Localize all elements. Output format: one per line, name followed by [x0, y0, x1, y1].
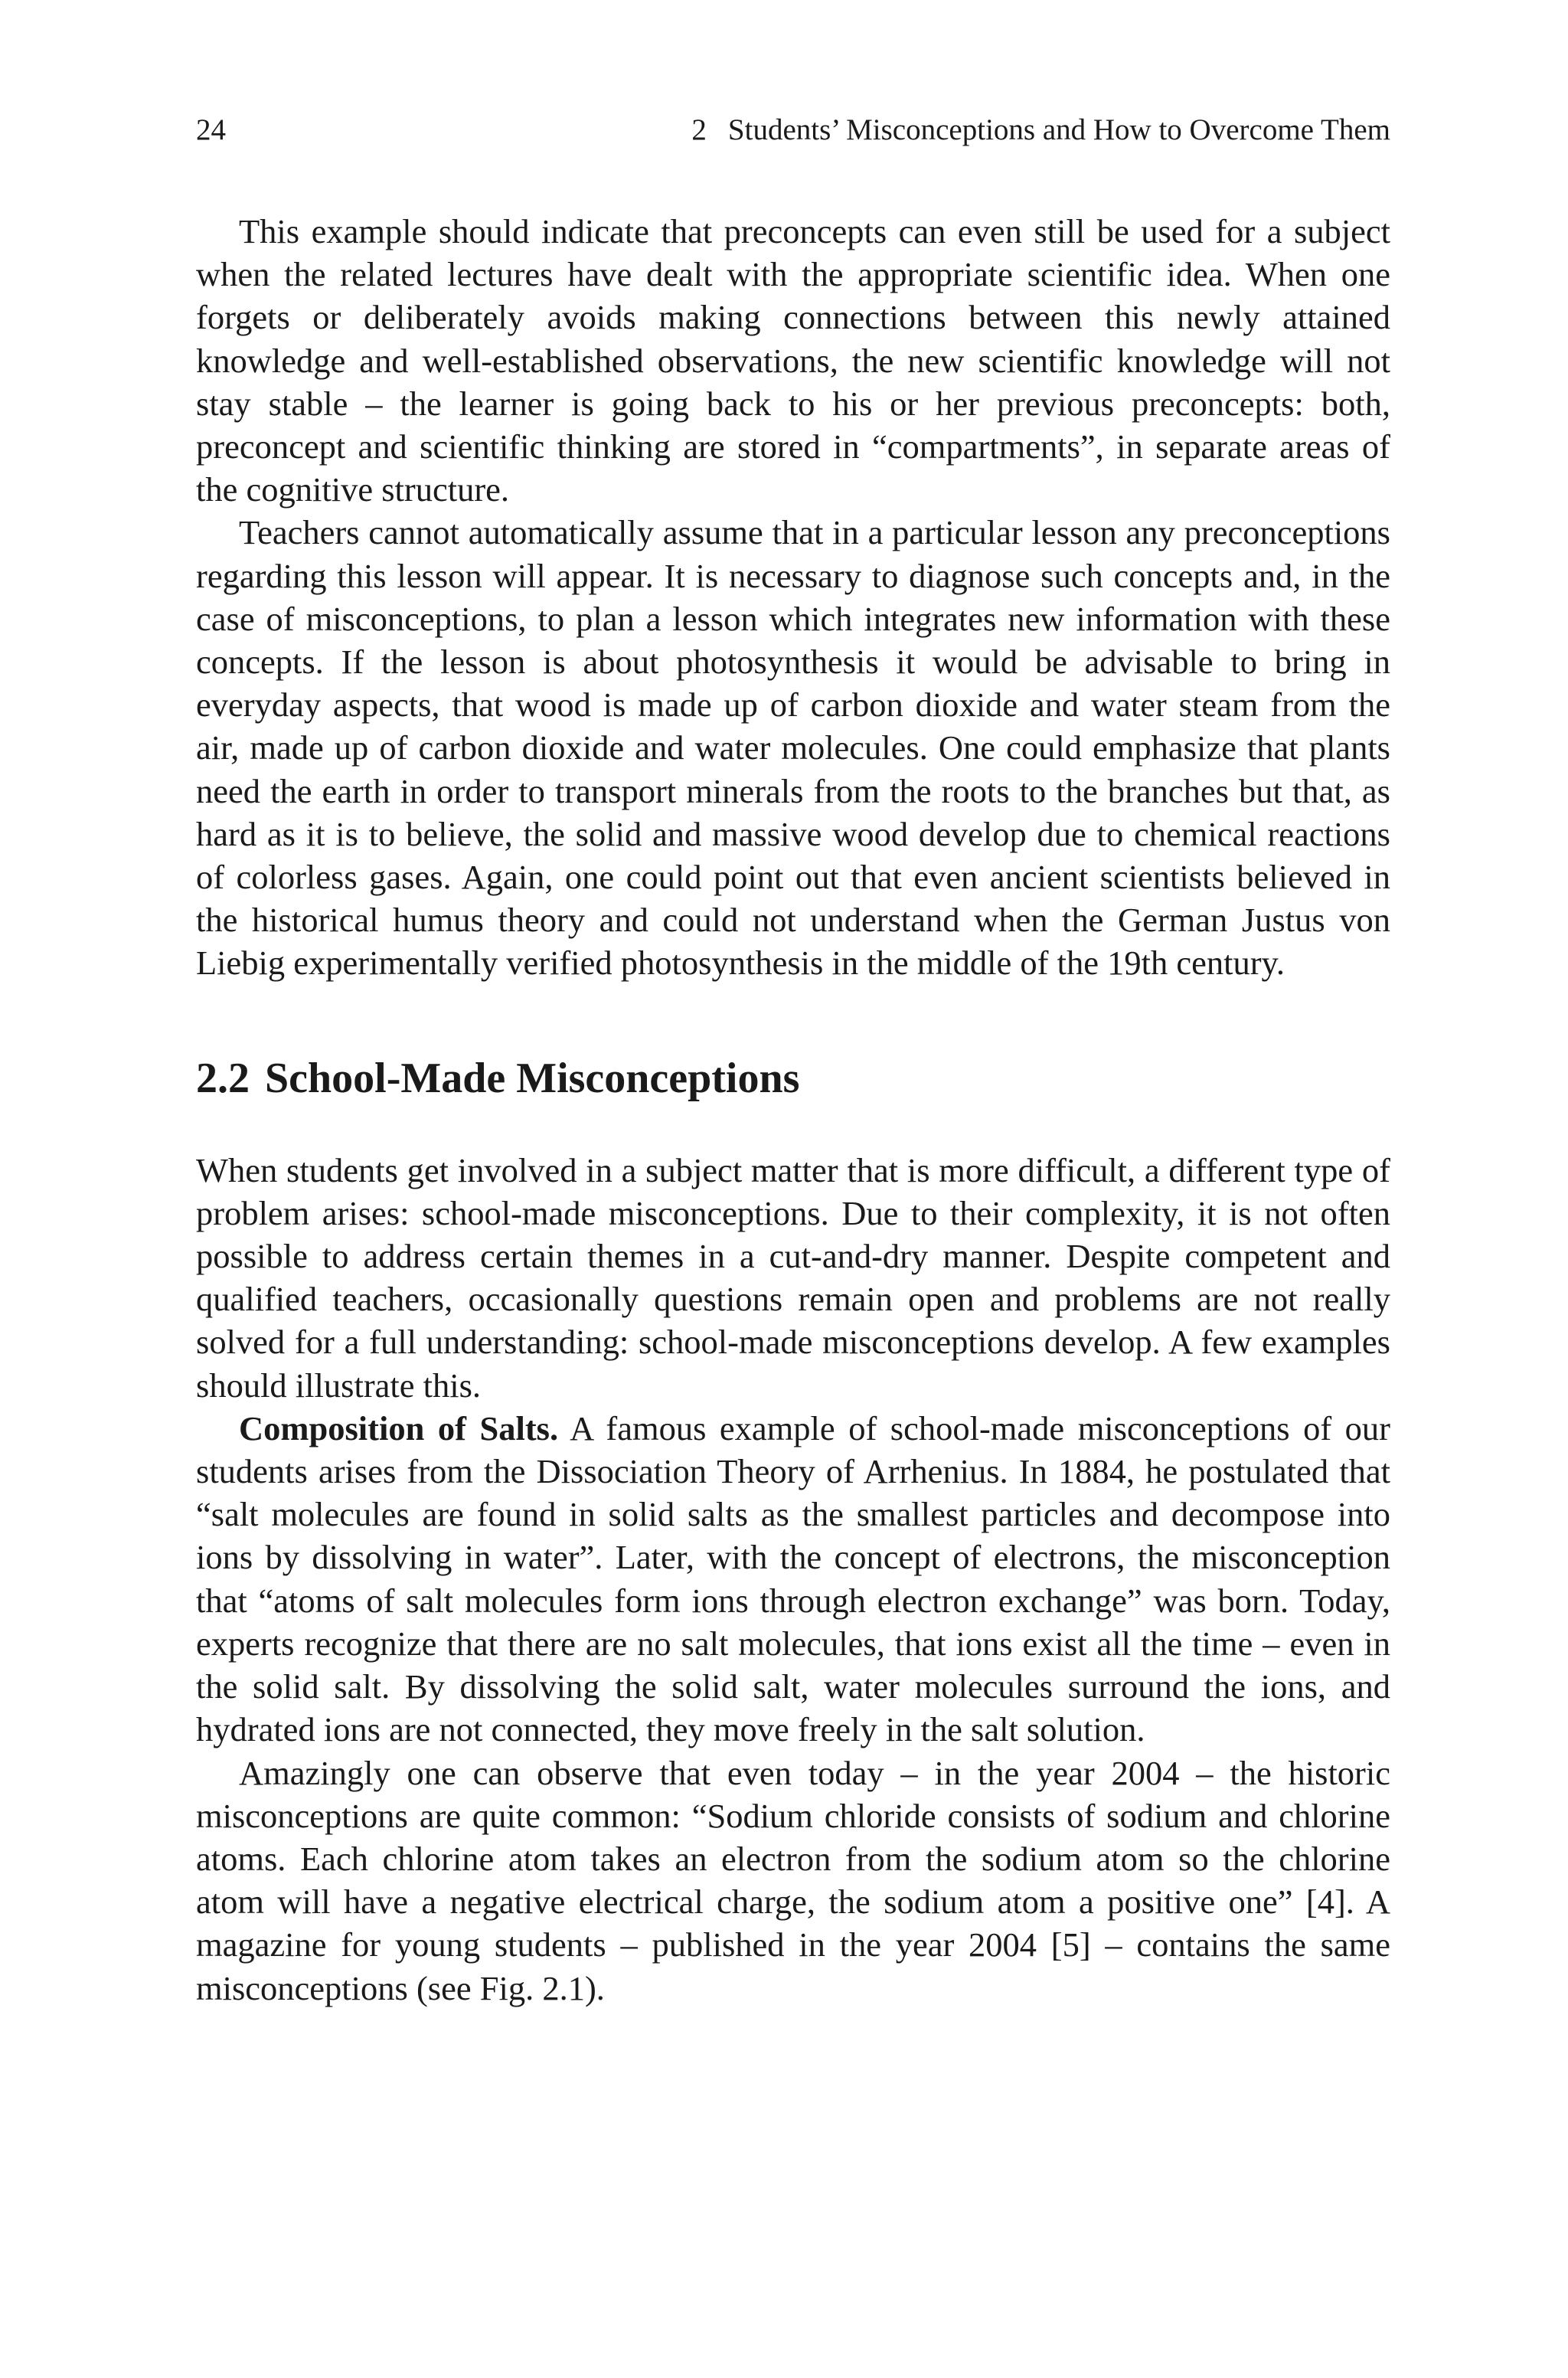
body-paragraph: This example should indicate that preconcepts can even still be used for a subject when the related lectures have dealt with the appropriate scientific idea. When one forgets or deliberately avoids making connections between this newly attained knowledge and well-established observations, the new scientific knowledge will not stay stable – the learner is going back to his or her previous preconcepts: both, preconcept and scientific thinking are stored in “compartments”, in separate areas of the cognitive structure.	[196, 212, 1390, 509]
salts-text: A famous example of school-made misconceptions of our students arises from the Dissociation Theory of Arrhenius. In 1884, he postulated that “salt molecules are found in solid salts as the smallest particles and decompose into ions by dissolving in water”. Later, with the concept of electrons, the misconception that “atoms of salt molecules form ions through electron exchange” was born. Today, experts recognize that there are no salt molecules, that ions exist all the time – even in the solid salt. By dissolving the solid salt, water molecules surround the ions, and hydrated ions are not connected, they move freely in the salt solution.	[196, 1408, 1390, 1749]
chapter-number: 2	[691, 113, 707, 146]
chapter-title: Students’ Misconceptions and How to Overcome Them	[727, 113, 1390, 146]
body-paragraph: Teachers cannot automatically assume that in a particular lesson any preconceptions regarding this lesson will appear. It is necessary to diagnose such concepts and, in the case of misconceptions, to plan a lesson which integrates new information with these concepts. If the lesson is about photosynthesis it would be advisable to bring in everyday aspects, that wood is made up of carbon dioxide and water steam from the air, made up of carbon dioxide and water molecules. One could emphasize that plants need the earth in order to transport minerals from the roots to the branches but that, as hard as it is to believe, the solid and massive wood develop due to chemical reactions of colorless gases. Again, one could point out that even ancient scientists believed in the historical humus theory and could not understand when the German Justus von Liebig experimentally verified photosynthesis in the middle of the 19th century.	[196, 513, 1390, 983]
section-title: School-Made Misconceptions	[265, 1054, 800, 1102]
page-number: 24	[196, 113, 226, 146]
closing-paragraph: Amazingly one can observe that even today – in the year 2004 – the historic misconceptions are quite common: “Sodium chloride consists of sodium and chlorine atoms. Each chlorine atom takes an electron from the sodium atom so the chlorine atom will have a negative electrical charge, the sodium atom a positive one” [4]. A magazine for young students – published in the year 2004 [5] – contains the same misconceptions (see Fig. 2.1).	[196, 1753, 1390, 2007]
running-title	[691, 115, 1390, 145]
section-number: 2.2	[196, 1054, 250, 1102]
section-heading	[196, 1055, 1390, 1101]
run-in-heading: Composition of Salts.	[239, 1408, 559, 1447]
salts-paragraph	[196, 1407, 1390, 1752]
page	[196, 115, 1390, 2010]
running-head	[196, 115, 1390, 146]
section-intro-paragraph: When students get involved in a subject matter that is more difficult, a different type of problem arises: school-made misconceptions. Due to their complexity, it is not often possible to address certain themes in a cut-and-dry manner. Despite competent and qualified teachers, occasionally questions remain open and problems are not really solved for a full understanding: school-made misconceptions develop. A few examples should illustrate this.	[196, 1150, 1390, 1405]
